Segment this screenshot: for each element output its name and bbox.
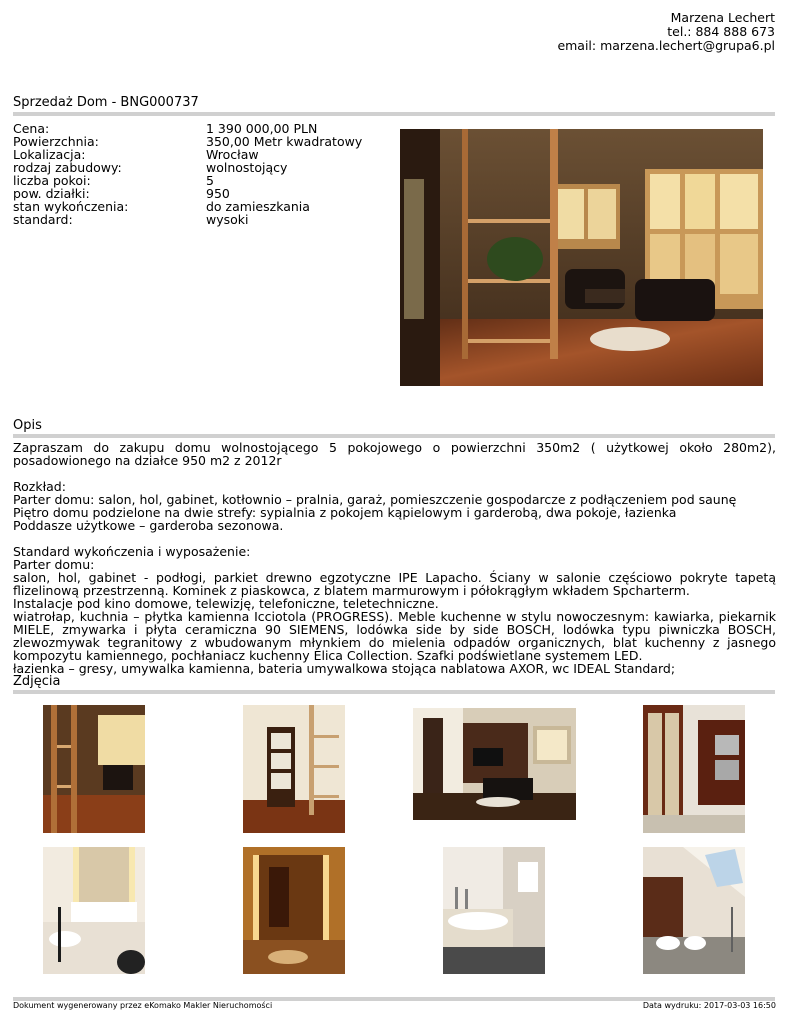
specs-table (13, 122, 362, 226)
spec-row-standard (13, 213, 362, 226)
spec-label: rodzaj zabudowy: (13, 160, 122, 175)
agent-phone: tel.: 884 888 673 (667, 24, 775, 39)
spec-label: Cena: (13, 121, 50, 136)
spec-value: 1 390 000,00 PLN (206, 121, 318, 136)
agent-contact (557, 11, 775, 53)
description-heading: Opis (13, 418, 42, 433)
description-divider (13, 434, 775, 438)
bathroom-sink-image (43, 847, 145, 974)
spec-value: 350,00 Metr kwadratowy (206, 134, 363, 149)
living-room-thumb-image (43, 705, 145, 833)
description-body (13, 441, 776, 675)
gallery-photo[interactable] (243, 705, 345, 833)
tv-lounge-image (413, 708, 576, 820)
spec-label: Lokalizacja: (13, 147, 86, 162)
spec-value: 5 (206, 173, 214, 188)
gallery-photo[interactable] (413, 708, 576, 820)
footer-print-date: Data wydruku: 2017-03-03 16:50 (642, 1001, 776, 1010)
description-paragraph: Zapraszam do zakupu domu wolnostojącego 5 pokojowego o powierzchni 350m2 ( użytkowej około 280m2), posadowionego na działce 950 m2 z 2012r (13, 440, 776, 468)
bathtub-image (443, 847, 545, 974)
description-paragraph: Standard wykończenia i wyposażenie: Parter domu: salon, hol, gabinet - podłogi, parkiet drewno egzotyczne IPE Lapacho. Ściany w salonie częściowo pokryte tapetą flizelinową przestrzenną. Kominek z piaskowca, z blatem marmurowym i półokrągłym wkładem Spcharterm. Instalacje pod kino domowe, telewizję, telefoniczne, teletechniczne. wiatrołap, kuchnia – płytka kamienna Icciotola (PROGRESS). Meble kuchenne w stylu nowoczesnym: kawiarka, piekarnik MIELE, zmywarka i płyta ceramiczna 90 SIEMENS, lodówka side by side BOSCH, lodówka typu piwniczka BOSCH, zlewozmywak tegranitowy z wbudowanym młynkiem do mielenia odpadów organicznych, blat kuchenny z jasnego kompozytu kamiennego, pochłaniacz kuchenny Elica Collection. Szafki podświetlane systemem LED. łazienka – gresy, umywalka kamienna, bateria umywalkowa stojąca nablatowa AXOR, wc IDEAL Standard; (13, 544, 776, 676)
gallery-photo[interactable] (643, 847, 745, 974)
spec-label: liczba pokoi: (13, 173, 91, 188)
gallery-heading: Zdjęcia (13, 674, 61, 689)
kitchen-image (643, 705, 745, 833)
main-listing-photo[interactable] (400, 129, 763, 386)
gallery-photo[interactable] (443, 847, 545, 974)
title-divider (13, 112, 775, 116)
spec-label: standard: (13, 212, 73, 227)
description-paragraph: Rozkład: Parter domu: salon, hol, gabinet, kotłownio – pralnia, garaż, pomieszczenie gospodarcze z podłączeniem pod saunę Piętro domu podzielone na dwie strefy: sypialnia z pokojem kąpielowym i garderobą, dwa pokoje, łazienka Poddasze użytkowe – garderoba sezonowa. (13, 479, 737, 533)
gallery-divider (13, 690, 775, 694)
gallery-photo[interactable] (43, 705, 145, 833)
agent-email: email: marzena.lechert@grupa6.pl (557, 38, 775, 53)
spec-label: Powierzchnia: (13, 134, 99, 149)
spec-value: Wrocław (206, 147, 259, 162)
hallway-door-image (243, 705, 345, 833)
gallery-photo[interactable] (643, 705, 745, 833)
listing-title: Sprzedaż Dom - BNG000737 (13, 95, 199, 110)
spec-value: 950 (206, 186, 230, 201)
living-room-image (400, 129, 763, 386)
spec-value: wysoki (206, 212, 249, 227)
footer-generated-by: Dokument wygenerowany przez eKomako Makler Nieruchomości (13, 1001, 273, 1010)
attic-bathroom-image (643, 847, 745, 974)
spec-value: do zamieszkania (206, 199, 310, 214)
vanity-mirror-image (243, 847, 345, 974)
spec-value: wolnostojący (206, 160, 288, 175)
spec-label: pow. działki: (13, 186, 90, 201)
agent-name: Marzena Lechert (670, 10, 775, 25)
gallery-photo[interactable] (43, 847, 145, 974)
gallery-photo[interactable] (243, 847, 345, 974)
spec-label: stan wykończenia: (13, 199, 129, 214)
